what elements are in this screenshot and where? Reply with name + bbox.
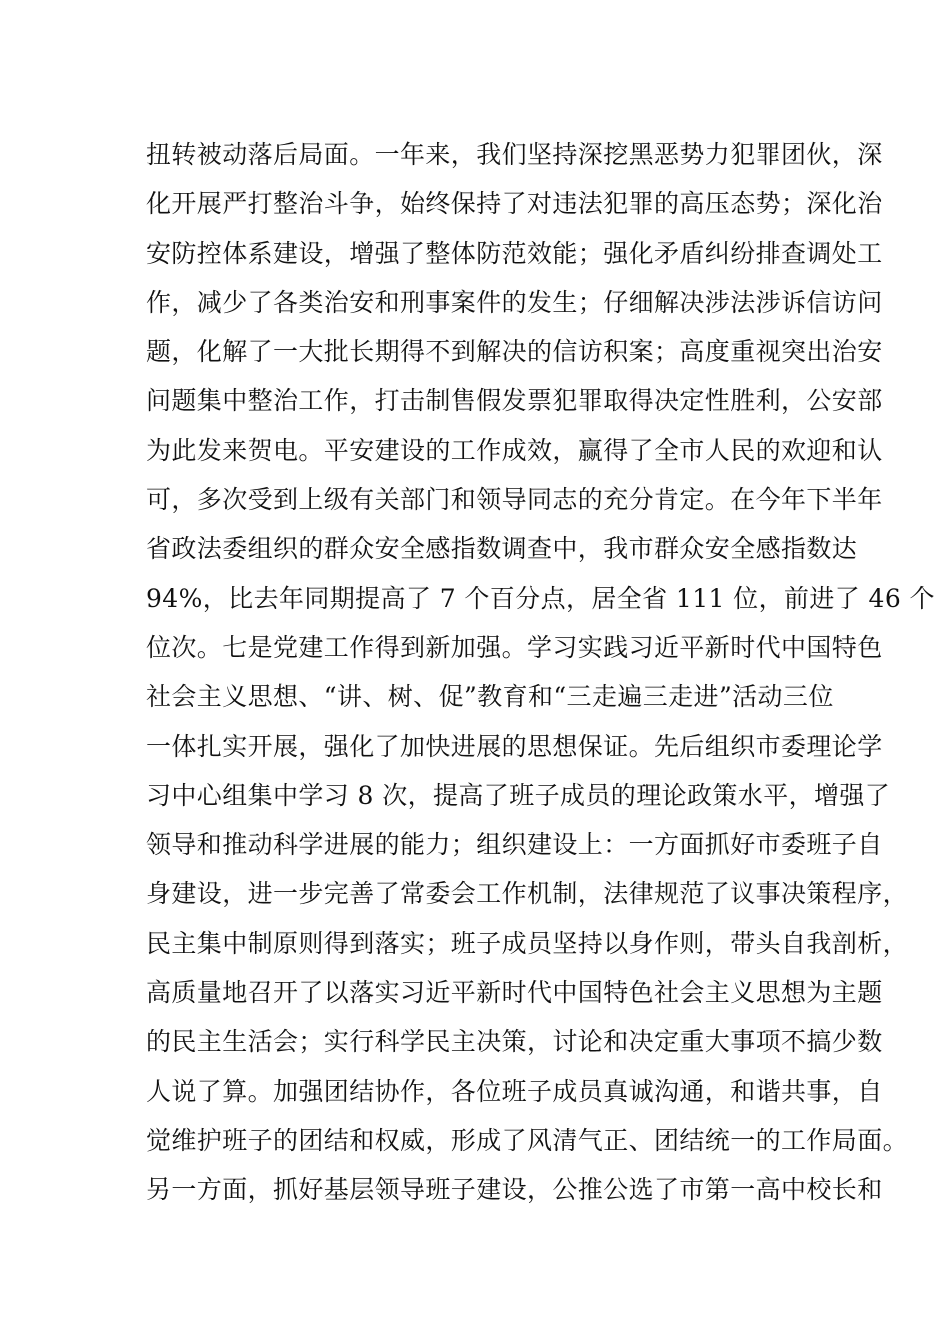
- text-line: 人说了算。加强团结协作，各位班子成员真诚沟通，和谐共事，自: [146, 1076, 883, 1106]
- text-line: 社会主义思想、“讲、树、促”教育和“三走遍三走进”活动三位: [146, 682, 834, 712]
- text-line: 扭转被动落后局面。一年来，我们坚持深挖黑恶势力犯罪团伙，深: [146, 140, 883, 169]
- text-line: 一体扎实开展，强化了加快进展的思想保证。先后组织市委理论学: [146, 731, 883, 761]
- text-line: 觉维护班子的团结和权威，形成了风清气正、团结统一的工作局面。: [146, 1125, 909, 1155]
- text-line: 另一方面，抓好基层领导班子建设，公推公选了市第一高中校长和: [146, 1175, 883, 1205]
- text-line: 位次。七是党建工作得到新加强。学习实践习近平新时代中国特色: [146, 632, 883, 662]
- text-line: 省政法委组织的群众安全感指数调查中，我市群众安全感指数达: [146, 534, 858, 564]
- body-paragraph: [146, 130, 935, 1215]
- text-line: 领导和推动科学进展的能力；组织建设上：一方面抓好市委班子自: [146, 830, 883, 860]
- text-line: 可，多次受到上级有关部门和领导同志的充分肯定。在今年下半年: [146, 485, 883, 515]
- text-line: 习中心组集中学习 8 次，提高了班子成员的理论政策水平，增强了: [146, 780, 891, 810]
- text-line: 安防控体系建设，增强了整体防范效能；强化矛盾纠纷排查调处工: [146, 238, 883, 268]
- text-line: 高质量地召开了以落实习近平新时代中国特色社会主义思想为主题: [146, 978, 883, 1008]
- text-line: 题，化解了一大批长期得不到解决的信访积案；高度重视突出治安: [146, 337, 883, 367]
- text-line: 作，减少了各类治安和刑事案件的发生；仔细解决涉法涉诉信访问: [146, 287, 883, 317]
- text-line: 94%，比去年同期提高了 7 个百分点，居全省 111 位，前进了 46 个: [146, 583, 935, 613]
- text-line: 为此发来贺电。平安建设的工作成效，赢得了全市人民的欢迎和认: [146, 435, 883, 465]
- text-line: 的民主生活会；实行科学民主决策，讨论和决定重大事项不搞少数: [146, 1027, 883, 1057]
- text-line: 问题集中整治工作，打击制售假发票犯罪取得决定性胜利，公安部: [146, 386, 883, 416]
- text-line: 民主集中制原则得到落实；班子成员坚持以身作则，带头自我剖析，: [146, 928, 909, 958]
- text-line: 化开展严打整治斗争，始终保持了对违法犯罪的高压态势；深化治: [146, 189, 883, 219]
- text-line: 身建设，进一步完善了常委会工作机制，法律规范了议事决策程序，: [146, 879, 909, 909]
